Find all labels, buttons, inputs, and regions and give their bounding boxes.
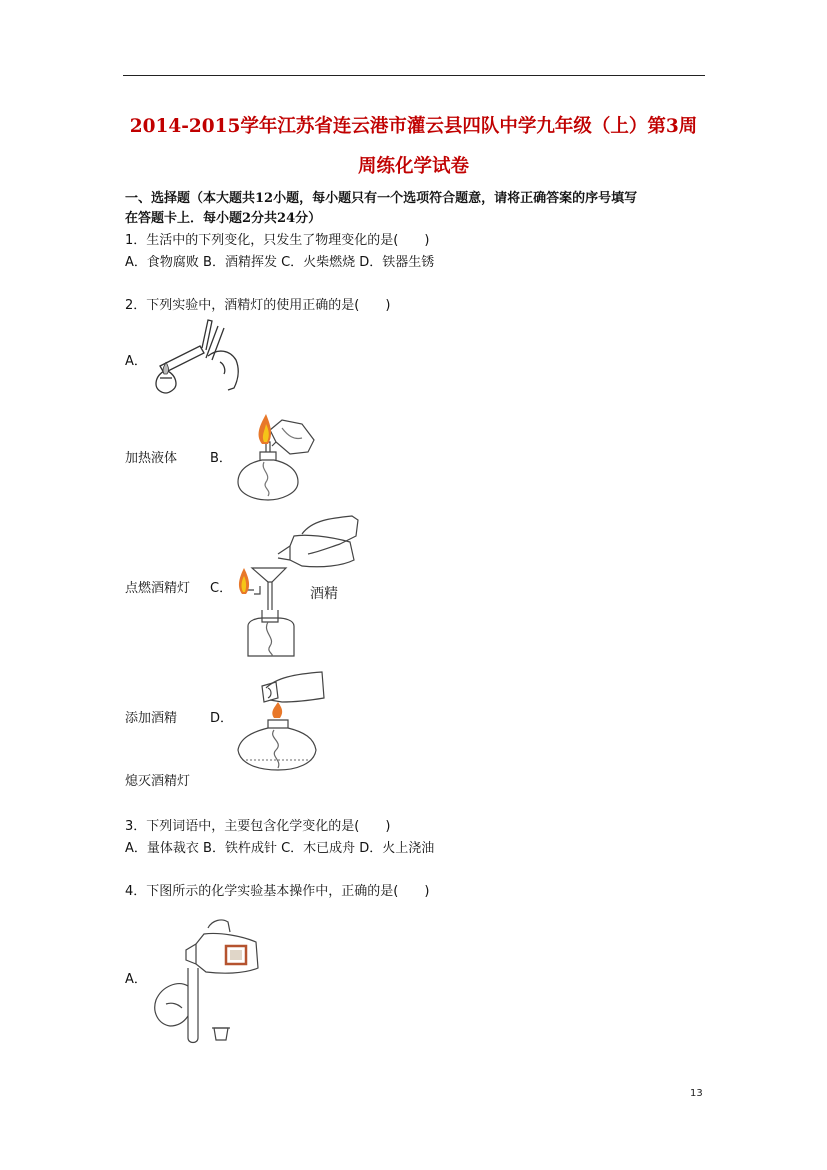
question-2-stem: 2．下列实验中，酒精灯的使用正确的是( ) [125,298,391,313]
section-heading-line2: 在答题卡上．每小题2分共24分） [125,211,322,226]
question-1-options: A．食物腐败 B．酒精挥发 C．火柴燃烧 D．铁器生锈 [125,255,435,270]
option-a-label: A． [125,354,147,369]
page-number: 13 [690,1088,703,1099]
section-heading-line1: 一、选择题（本大题共12小题，每小题只有一个选项符合题意，请将正确答案的序号填写 [125,191,638,206]
option-d-label: D． [210,711,234,726]
header-rule [123,75,705,76]
page-title-line2: 周练化学试卷 [357,156,469,177]
adding-alcohol-figure [232,514,362,662]
option-c-label: C． [210,581,233,596]
heating-liquid-figure [148,318,248,400]
extinguishing-lamp-figure [232,668,332,774]
lighting-lamp-with-lamp-figure [232,412,324,504]
page-title-line1: 2014-2015学年江苏省连云港市灌云县四队中学九年级（上）第3周 [129,116,698,137]
alcohol-bottle-label: 酒精 [310,586,338,602]
pouring-liquid-figure [148,916,260,1046]
option-a-caption: 加热液体 [125,451,178,466]
question-3-options: A．量体裁衣 B．铁杵成针 C．木已成舟 D．火上浇油 [125,841,435,856]
option-c-caption: 添加酒精 [125,711,178,726]
question-4-stem: 4．下图所示的化学实验基本操作中，正确的是( ) [125,884,430,899]
option-d-caption: 熄灭酒精灯 [125,774,191,789]
option-b-label: B． [210,451,232,466]
option-b-caption: 点燃酒精灯 [125,581,191,596]
question-4-option-a-label: A． [125,972,147,987]
question-1-stem: 1．生活中的下列变化，只发生了物理变化的是( ) [125,233,430,248]
question-3-stem: 3．下列词语中，主要包含化学变化的是( ) [125,819,391,834]
